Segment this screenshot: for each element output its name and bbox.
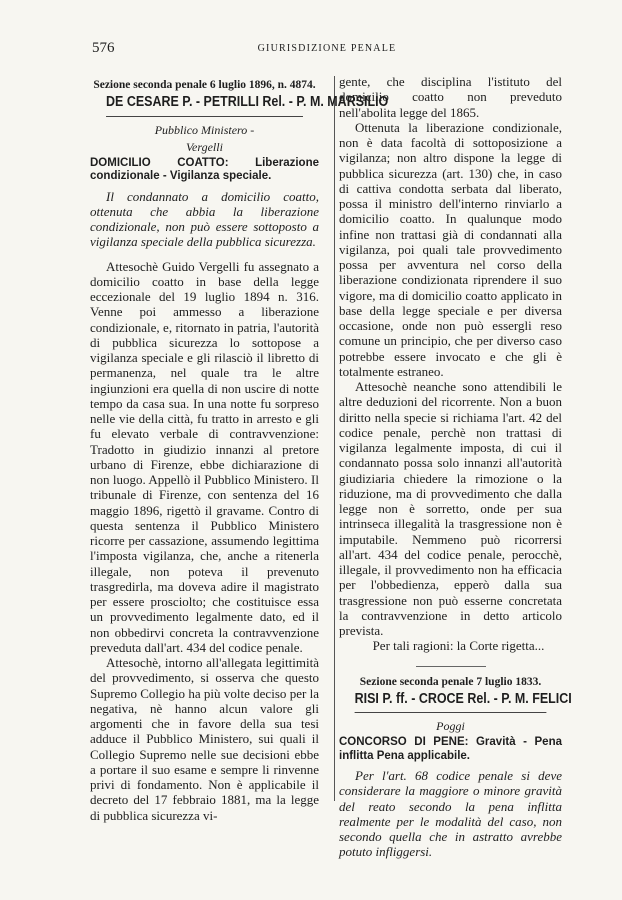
- case-separator: [416, 666, 486, 667]
- case1-pm-line1: Pubblico Ministero -: [154, 122, 255, 137]
- case1-closing: Per tali ragioni: la Corte rigetta...: [372, 638, 545, 654]
- case1-pm-line2: Vergelli: [186, 139, 223, 154]
- case1-section: Sezione seconda penale 6 luglio 1896, n. 4874.: [93, 79, 316, 91]
- case2-pm: Poggi: [436, 719, 465, 733]
- case1-para3: Ottenuta la liberazione condizionale, non è data facoltà di sottoposizione a vigilanza; non altro dispone la legge di pubblica sicurezza (art. 130) che, in caso di cattiva condotta serbata dal liberato, possa il ministro dell'interno rinviarlo a domicilio coatto. In qualunque modo infine non trattasi già di condannati alla vigilanza, poi quali tale provvedimento possa per avventura nel corso della liberazione condizionata riprendere il suo vigore, ma di domicilio coatto applicato in base della legge speciale e per diversa occasione, onde non può essergli reso comune un principio, che per diverso caso potrebbe essere invocato e che gli è totalmente estraneo.: [339, 119, 562, 379]
- case2-topic: CONCORSO DI PENE: Gravità - Pena inflitta Pena applicabile.: [339, 736, 562, 762]
- case1-para4: Attesochè neanche sono attendibili le altre deduzioni del ricorrente. Non a buon diritto nella specie si richiama l'art. 42 del codice penale, perchè non trattasi di vigilanza legalmente imposta, di cui il condannato possa solo innanzi all'autorità giudiziaria chiedere la rimozione o la riduzione, ma di provvedimento che dalla legge non è sorretto, onde per sua intrinseca illegalità la trasgressione non è imputabile. Nemmeno può ricorrersi all'art. 434 del codice penale, perocchè, illegale, il provvedimento non ha efficacia per l'obbedienza, epperò dalla sua trasgressione non può esserne concretata la contravvenzione in detto articolo prevista.: [339, 379, 562, 638]
- column-divider: [334, 76, 335, 801]
- page-header: [92, 40, 562, 58]
- case1-maxim: Il condannato a domicilio coatto, ottenuta che abbia la liberazione condizionale, non può essere sottoposto a vigilanza speciale della pubblica sicurezza.: [90, 188, 319, 250]
- case2-section: Sezione seconda penale 7 luglio 1833.: [359, 675, 542, 688]
- case1-topic: DOMICILIO COATTO: Liberazione condizionale - Vigilanza speciale.: [90, 156, 319, 182]
- left-column: [90, 74, 389, 823]
- case1-parties: DE CESARE P. - PETRILLI Rel. - P. M. MARSILIO: [106, 95, 303, 116]
- running-title: GIURISDIZIONE PENALE: [257, 43, 397, 54]
- case1-para1: Attesochè Guido Vergelli fu assegnato a domicilio coatto in base della legge eccezionale del 19 luglio 1894 n. 316. Venne poi ammesso a liberazione condizionale, e, ritornato in patria, l'autorità di pubblica sicurezza lo sottopose a vigilanza speciale e gli rilasciò il libretto di permanenza, nel quale tra le altre ingiunzioni era quella di non uscire di notte tempo da casa sua. In una notte fu sorpreso nelle vie della città, fu tratto in arresto e gli fu elevato verbale di contravvenzione: Tradotto in giudizio innanzi al pretore urbano di Firenze, ebbe dichiarazione di non luogo. Appellò il Pubblico Ministero. Il tribunale di Firenze, con sentenza del 16 maggio 1896, rigettò il gravame. Contro di questa sentenza il Pubblico Ministero ricorre per cassazione, assumendo legittima l'imposta vigilanza, che, anche a ritenerla illegale, non poteva il prevenuto trasgredirla, ma doveva adire il magistrato per essere prosciolto; che costituisce essa un provvedimento legalmente dato, ed il non obbedirvi concreta la contravvenzione preveduta dall'art. 434 del codice penale.: [90, 258, 319, 655]
- case2-parties: RISI P. ff. - CROCE Rel. - P. M. FELICI: [355, 692, 547, 713]
- case1-right-continuation: gente, che disciplina l'istituto del domicilio coatto non preveduto nell'abolita legge del 1865.: [339, 74, 562, 120]
- right-column: [339, 74, 572, 869]
- page-number: 576: [92, 40, 115, 56]
- case1-para2: Attesochè, intorno all'allegata legittimità del provvedimento, si osserva che questo Supremo Collegio ha più volte deciso per la negativa, nè hanno alcun valore gli argomenti che in favore della sua tesi adduce il Pubblico Ministero, sui quali il Collegio Supremo nelle sue decisioni ebbe a portare il suo esame e sempre li rinvenne privi di fondamento. Non è applicabile il decreto del 17 febbraio 1881, ma la legge di pubblica sicurezza vi-: [90, 655, 319, 823]
- case2-maxim: Per l'art. 68 codice penale si deve considerare la maggiore o minore gravità del reato secondo la pena inflitta realmente per le modalità del caso, non secondo quella che in astratto avrebbe potuto infliggersi.: [339, 768, 562, 860]
